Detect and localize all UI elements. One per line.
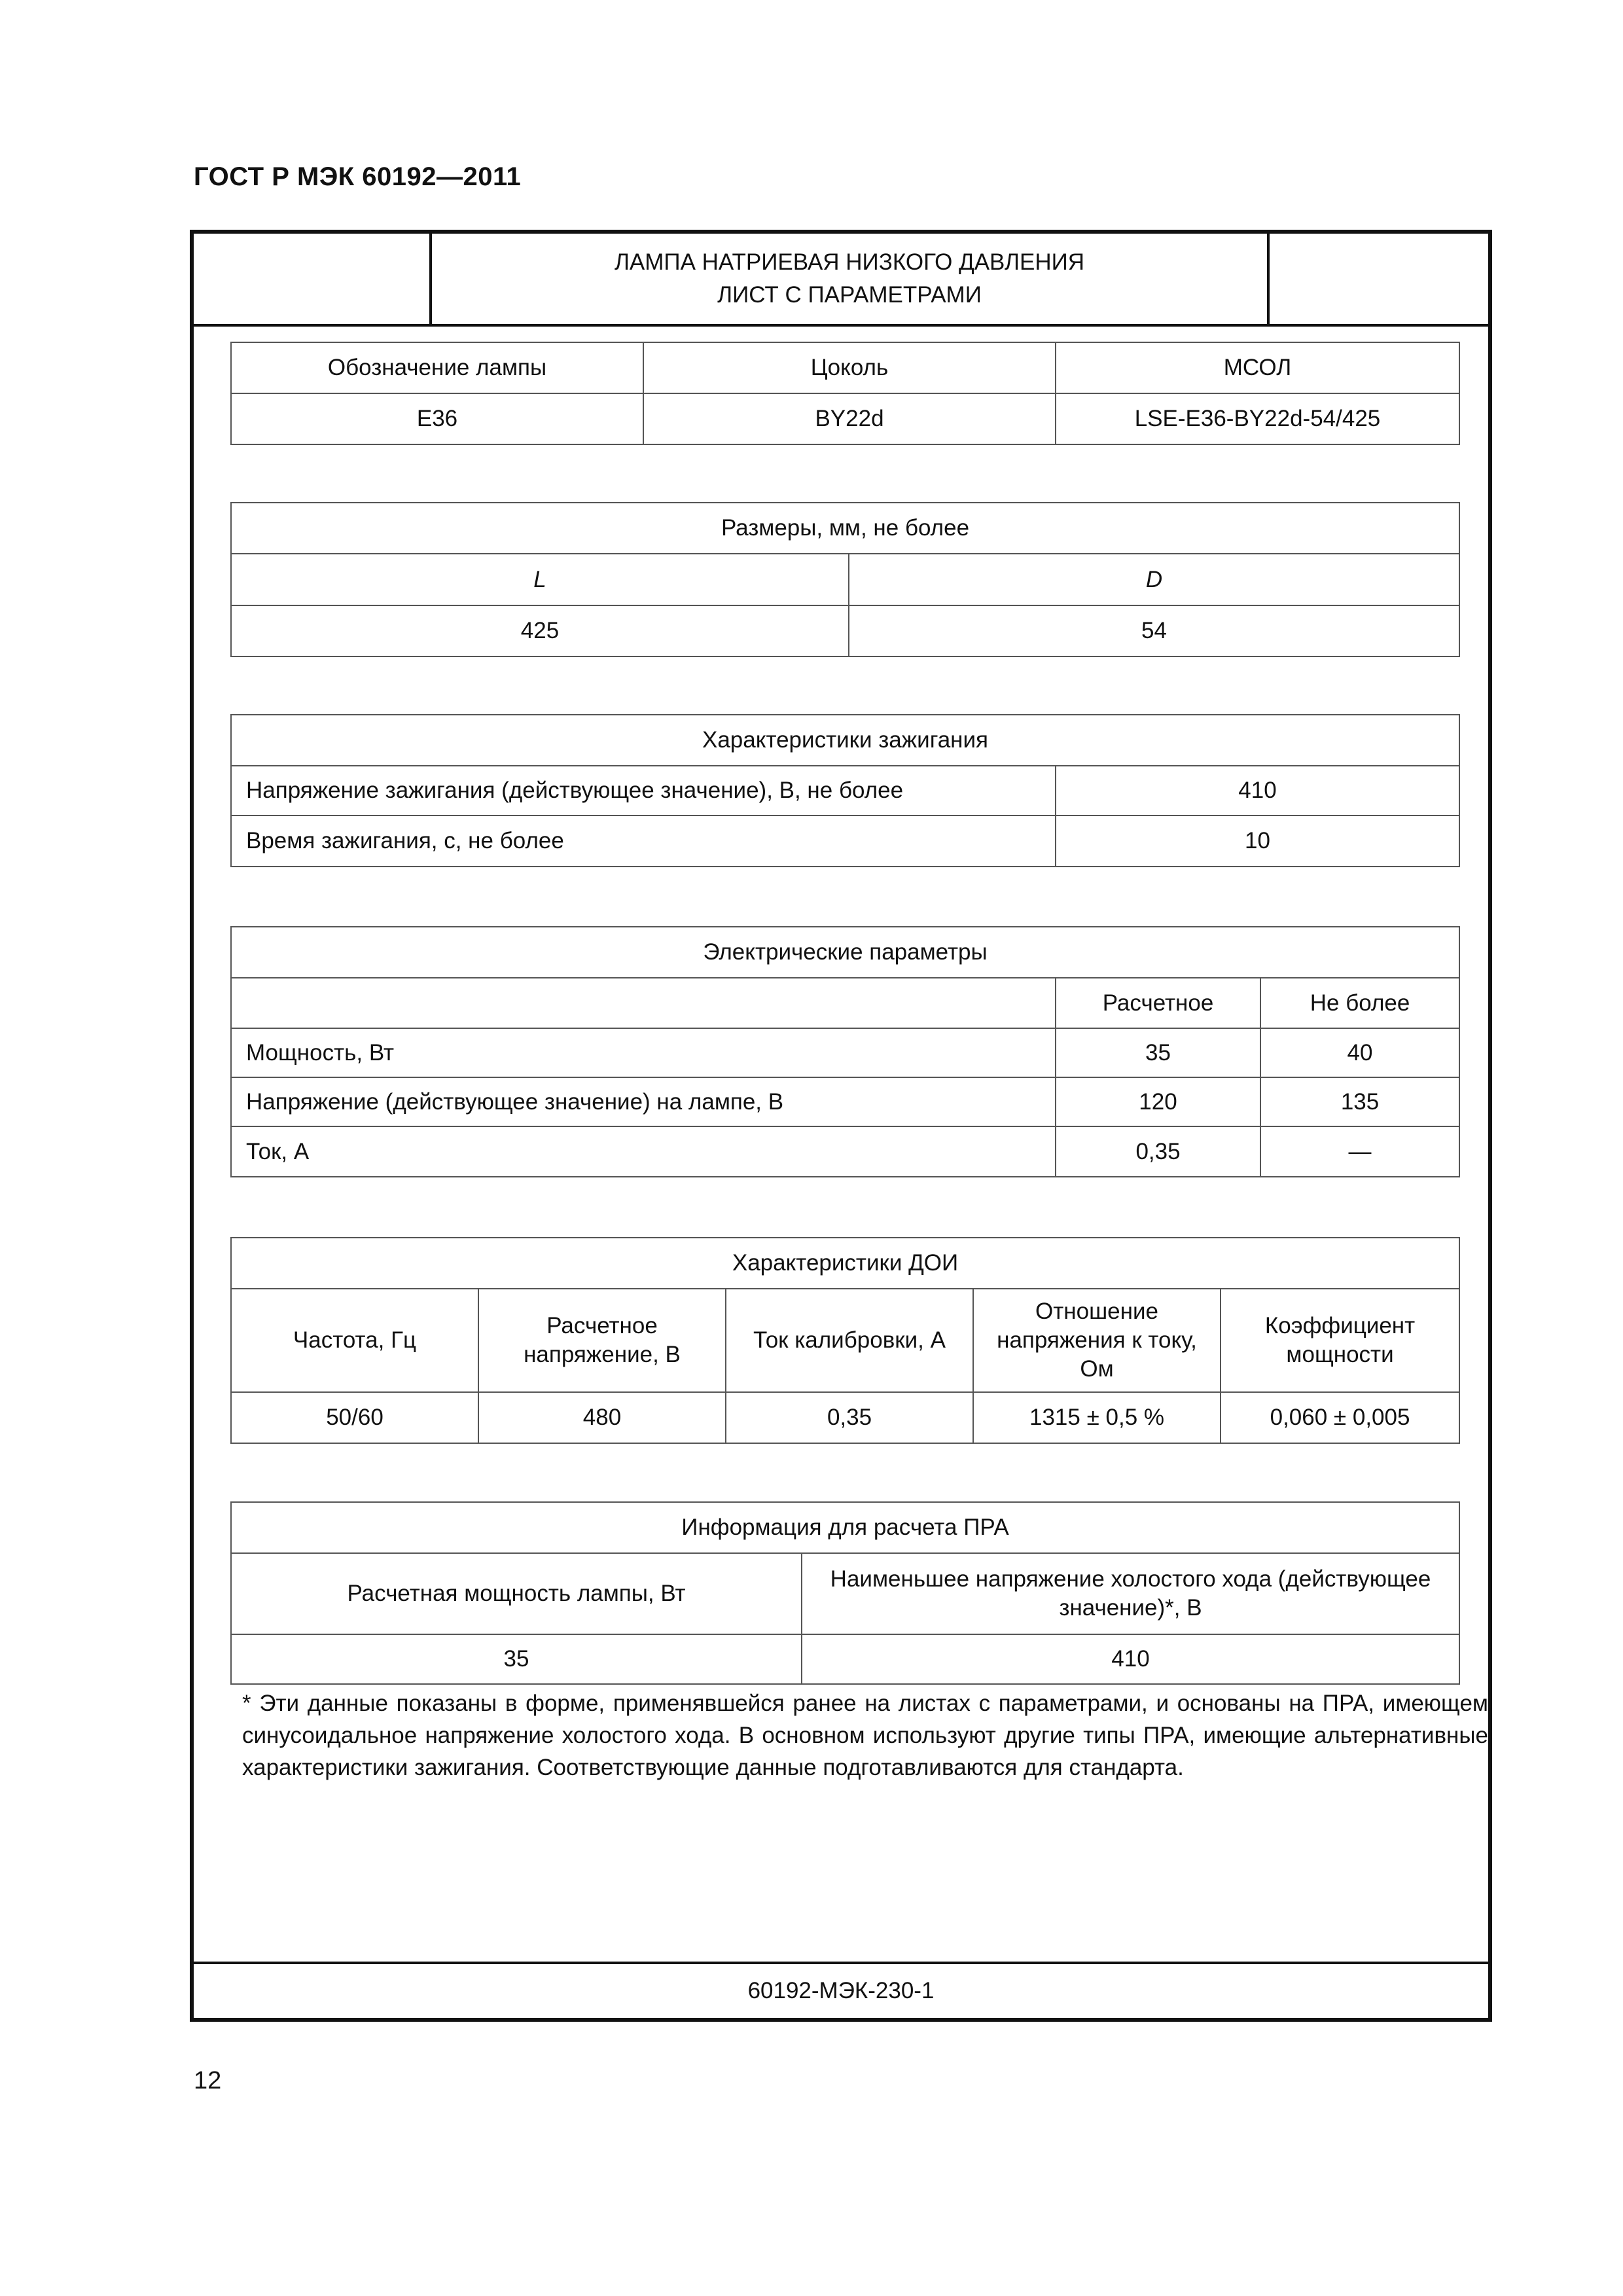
electrical-title: Электрические параметры: [231, 927, 1459, 978]
voltage-max: 135: [1260, 1077, 1459, 1126]
table-row: [231, 1289, 1459, 1392]
ignition-voltage-value: 410: [1056, 766, 1459, 816]
designation-table: [230, 342, 1460, 445]
electrical-empty-header: [231, 978, 1056, 1028]
table-row: [231, 554, 1459, 605]
table-row: [231, 816, 1459, 867]
value-frequency: 50/60: [231, 1392, 478, 1443]
table-row: [231, 1553, 1459, 1634]
table-row: [231, 605, 1459, 656]
current-max: —: [1260, 1126, 1459, 1177]
table-row: [231, 1028, 1459, 1077]
ignition-voltage-label: Напряжение зажигания (действующее значение), В, не более: [231, 766, 1056, 816]
table-row: [231, 393, 1459, 444]
doi-title: Характеристики ДОИ: [231, 1238, 1459, 1289]
header-power-factor: Коэффициент мощности: [1221, 1289, 1459, 1392]
value-rated-lamp-power: 35: [231, 1634, 802, 1684]
table-row: [231, 1238, 1459, 1289]
value-rated-voltage: 480: [478, 1392, 726, 1443]
table-row: [231, 715, 1459, 766]
header-rated-voltage: Расчетное напряжение, В: [478, 1289, 726, 1392]
value-lamp-designation: E36: [231, 393, 643, 444]
value-voltage-current-ratio: 1315 ± 0,5 %: [973, 1392, 1221, 1443]
power-max: 40: [1260, 1028, 1459, 1077]
current-label: Ток, А: [231, 1126, 1056, 1177]
value-power-factor: 0,060 ± 0,005: [1221, 1392, 1459, 1443]
ballast-title: Информация для расчета ПРА: [231, 1502, 1459, 1553]
dimensions-title: Размеры, мм, не более: [231, 503, 1459, 554]
table-row: [231, 978, 1459, 1028]
value-min-open-circuit-voltage: 410: [802, 1634, 1459, 1684]
table-row: [231, 1392, 1459, 1443]
title-right-cell: [1267, 234, 1488, 324]
header-rated: Расчетное: [1056, 978, 1260, 1028]
table-row: [231, 1126, 1459, 1177]
footnote: [202, 1687, 1488, 1784]
current-rated: 0,35: [1056, 1126, 1260, 1177]
document-header: ГОСТ Р МЭК 60192—2011: [194, 162, 522, 191]
sheet-code-row: [194, 1962, 1488, 2018]
value-length: 425: [231, 605, 849, 656]
header-length: L: [231, 554, 849, 605]
sheet-title-line-1: ЛАМПА НАТРИЕВАЯ НИЗКОГО ДАВЛЕНИЯ: [614, 249, 1085, 275]
footnote-text: * Эти данные показаны в форме, применявшейся ранее на листах с параметрами, и основаны на ПРА, имеющем синусоидальное напряжение холостого хода. В основном используют другие типы ПРА, имеющие альтернативные характеристики зажигания. Соответствующие данные подготавливаются для стандарта.: [242, 1691, 1488, 1780]
value-cap: BY22d: [643, 393, 1056, 444]
sheet-code: 60192-МЭК-230-1: [747, 1978, 935, 2003]
value-mcol: LSE-E36-BY22d-54/425: [1056, 393, 1459, 444]
doi-table: [230, 1237, 1460, 1444]
sheet-title-line-2: ЛИСТ С ПАРАМЕТРАМИ: [717, 282, 982, 308]
header-lamp-designation: Обозначение лампы: [231, 342, 643, 393]
ignition-title: Характеристики зажигания: [231, 715, 1459, 766]
dimensions-table: [230, 502, 1460, 657]
table-row: [231, 503, 1459, 554]
voltage-label: Напряжение (действующее значение) на лампе, В: [231, 1077, 1056, 1126]
table-row: [231, 342, 1459, 393]
header-diameter: D: [849, 554, 1459, 605]
header-min-open-circuit-voltage: Наименьшее напряжение холостого хода (действующее значение)*, В: [802, 1553, 1459, 1634]
electrical-table: [230, 926, 1460, 1177]
sheet-title: [432, 234, 1267, 324]
header-frequency: Частота, Гц: [231, 1289, 478, 1392]
power-label: Мощность, Вт: [231, 1028, 1056, 1077]
header-rated-lamp-power: Расчетная мощность лампы, Вт: [231, 1553, 802, 1634]
table-row: [231, 1634, 1459, 1684]
header-max: Не более: [1260, 978, 1459, 1028]
power-rated: 35: [1056, 1028, 1260, 1077]
ballast-table: [230, 1501, 1460, 1685]
page-number: 12: [194, 2067, 222, 2094]
value-calibration-current: 0,35: [726, 1392, 973, 1443]
ignition-time-label: Время зажигания, с, не более: [231, 816, 1056, 867]
value-diameter: 54: [849, 605, 1459, 656]
voltage-rated: 120: [1056, 1077, 1260, 1126]
parameter-sheet-frame: [190, 230, 1492, 2022]
table-row: [231, 1502, 1459, 1553]
ignition-table: [230, 714, 1460, 867]
title-left-cell: [194, 234, 432, 324]
sheet-title-row: [194, 234, 1488, 327]
header-voltage-current-ratio: Отношение напряжения к току, Ом: [973, 1289, 1221, 1392]
table-row: [231, 766, 1459, 816]
table-row: [231, 927, 1459, 978]
ignition-time-value: 10: [1056, 816, 1459, 867]
table-row: [231, 1077, 1459, 1126]
header-cap: Цоколь: [643, 342, 1056, 393]
header-calibration-current: Ток калибровки, А: [726, 1289, 973, 1392]
header-mcol: МСОЛ: [1056, 342, 1459, 393]
